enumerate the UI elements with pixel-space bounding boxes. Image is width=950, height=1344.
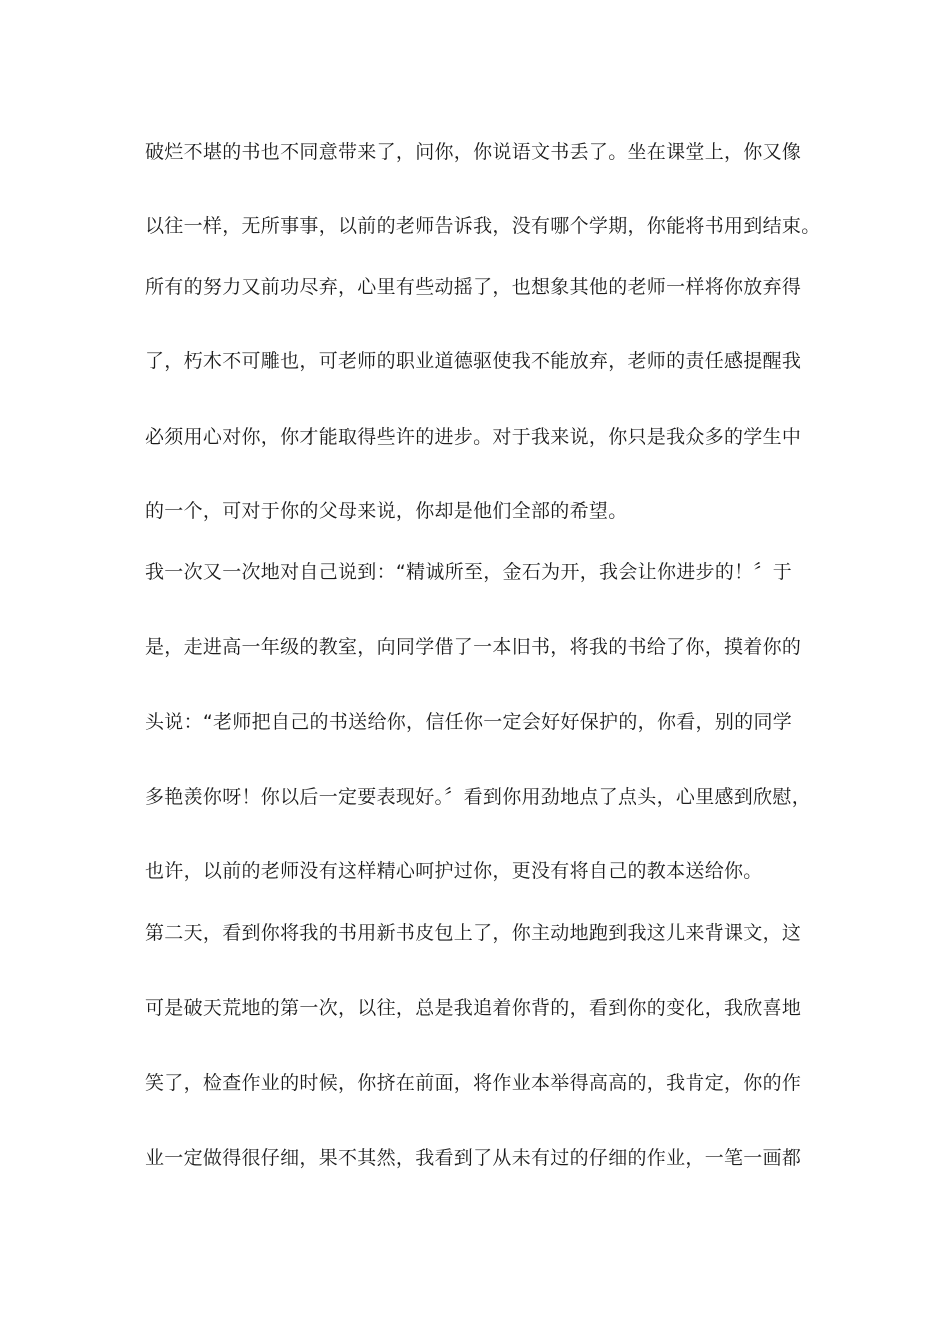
text-line: 头说：“老师把自己的书送给你，信任你一定会好好保护的，你看，别的同学 — [145, 711, 793, 733]
text-line: 我一次又一次地对自己说到：“精诚所至，金石为开，我会让你进步的！〞于 — [145, 561, 793, 583]
text-line: 可是破天荒地的第一次，以往，总是我追着你背的，看到你的变化，我欣喜地 — [145, 997, 802, 1019]
text-line: 笑了，检查作业的时候，你挤在前面，将作业本举得高高的，我肯定，你的作 — [145, 1072, 802, 1094]
text-line: 所有的努力又前功尽弃，心里有些动摇了，也想象其他的老师一样将你放弃得 — [145, 276, 802, 298]
text-line: 破烂不堪的书也不同意带来了，问你，你说语文书丢了。坐在课堂上，你又像 — [145, 141, 802, 163]
text-line: 必须用心对你，你才能取得些许的进步。对于我来说，你只是我众多的学生中 — [145, 426, 802, 448]
text-line: 也许，以前的老师没有这样精心呵护过你，更没有将自己的教本送给你。 — [145, 860, 763, 882]
text-line: 了，朽木不可雕也，可老师的职业道德驱使我不能放弃，老师的责任感提醒我 — [145, 350, 802, 372]
text-line: 多艳羡你呀！你以后一定要表现好。〞看到你用劲地点了点头，心里感到欣慰， — [145, 786, 812, 808]
text-line: 是，走进高一年级的教室，向同学借了一本旧书，将我的书给了你，摸着你的 — [145, 636, 802, 658]
text-line: 第二天，看到你将我的书用新书皮包上了，你主动地跑到我这儿来背课文，这 — [145, 922, 802, 944]
text-line: 业一定做得很仔细，果不其然，我看到了从未有过的仔细的作业，一笔一画都 — [145, 1147, 802, 1169]
text-line: 以往一样，无所事事，以前的老师告诉我，没有哪个学期，你能将书用到结束。 — [145, 215, 821, 237]
text-line: 的一个，可对于你的父母来说，你却是他们全部的希望。 — [145, 500, 628, 522]
